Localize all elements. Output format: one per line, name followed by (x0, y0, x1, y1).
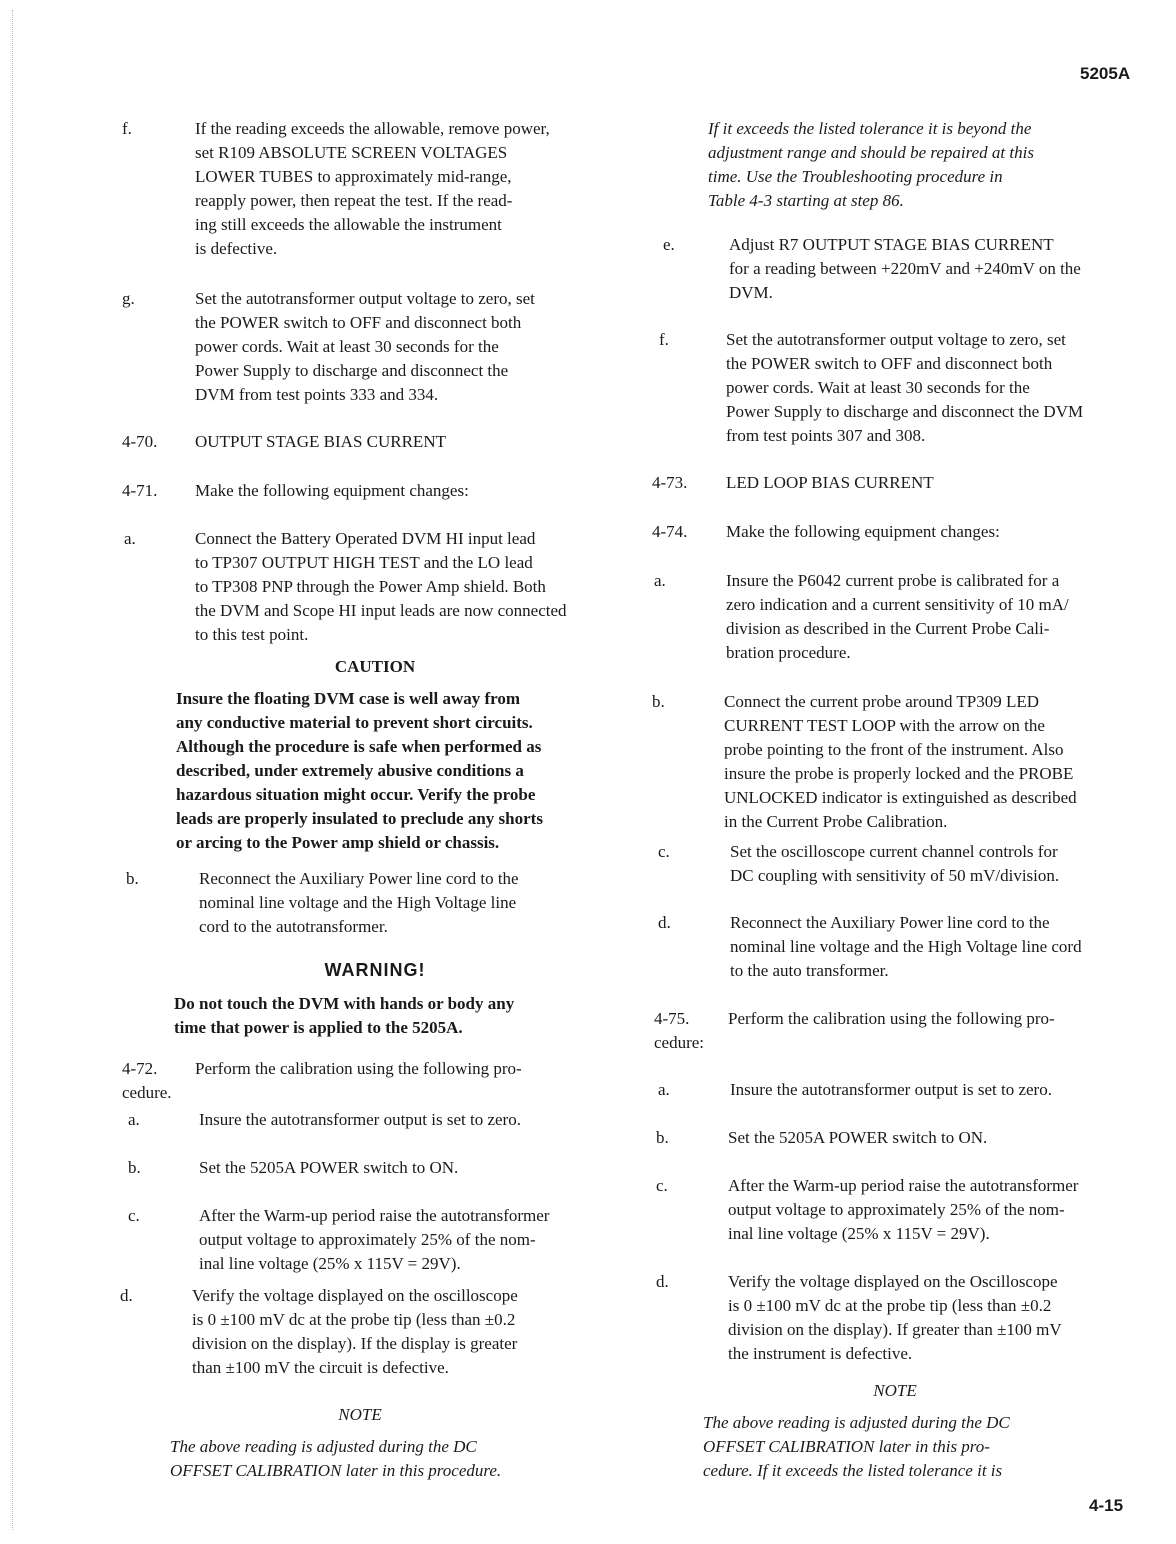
note-text: The above reading is adjusted during the DC OFFSET CALIBRATION later in this procedure. (170, 1437, 502, 1480)
step-c2-right-text: After the Warm-up period raise the autotransformer output voltage to approximately 25% of the nom- inal line voltage (25% x 115V = 29V). (728, 1176, 1079, 1243)
step-c2-label: c. (128, 1206, 140, 1225)
continuation-italic-text: If it exceeds the listed tolerance it is beyond the adjustment range and should be repaired at this time. Use the Troubleshooting procedure in Table 4-3 starting at step 86. (708, 119, 1034, 210)
warning-text: Do not touch the DVM with hands or body any time that power is applied to the 5205A. (174, 994, 515, 1037)
step-a2-right-label: a. (658, 1080, 670, 1099)
step-e-label: e. (663, 235, 675, 254)
section-4-74-number: 4-74. (652, 522, 688, 541)
step-d2-label: d. (120, 1286, 133, 1305)
step-a2-label: a. (128, 1110, 140, 1129)
note-right-title: NOTE (873, 1381, 917, 1400)
step-d1-right-label: d. (658, 913, 671, 932)
section-4-75-continuation: cedure: (654, 1033, 705, 1052)
step-a2-text: Insure the autotransformer output is set to zero. (199, 1110, 521, 1129)
step-f-label: f. (122, 119, 132, 138)
step-b1-right-text: Connect the current probe around TP309 LED CURRENT TEST LOOP with the arrow on the probe pointing to the front of the instrument. Also insure the probe is properly locked and the PROBE UNLOCKED indicator is extinguished as described in the Current Probe Calibration. (724, 692, 1077, 831)
step-c1-right-label: c. (658, 842, 670, 861)
step-c2-text: After the Warm-up period raise the autotransformer output voltage to approximately 25% of the nom- inal line voltage (25% x 115V = 29V). (199, 1206, 550, 1273)
model-number: 5205A (1080, 64, 1131, 83)
warning-title: WARNING! (324, 960, 426, 980)
step-d1-right-text: Reconnect the Auxiliary Power line cord to the nominal line voltage and the High Voltage line cord to the auto transformer. (730, 913, 1082, 980)
step-f-right-label: f. (659, 330, 669, 349)
step-a1-label: a. (124, 529, 136, 548)
caution-text: Insure the floating DVM case is well away from any conductive material to prevent short circuits. Although the procedure is safe when performed as described, under extremely abusive conditions a hazardous situation might occur. Verify the probe leads are properly insulated to preclude any shorts or arcing to the Power amp shield or chassis. (176, 689, 543, 852)
step-d2-right-label: d. (656, 1272, 669, 1291)
section-4-70-heading: OUTPUT STAGE BIAS CURRENT (195, 432, 446, 451)
note-title: NOTE (338, 1405, 382, 1424)
page-number: 4-15 (1089, 1496, 1124, 1515)
step-f-right-text: Set the autotransformer output voltage to zero, set the POWER switch to OFF and disconnect both power cords. Wait at least 30 seconds for the Power Supply to discharge and disconnect the DVM from test points 307 and 308. (726, 330, 1084, 445)
step-d2-text: Verify the voltage displayed on the oscilloscope is 0 ±100 mV dc at the probe tip (less than ±0.2 division on the display). If the display is greater than ±100 mV the circuit is defective. (192, 1286, 518, 1377)
scan-edge-border (12, 10, 13, 1530)
step-b2-text: Set the 5205A POWER switch to ON. (199, 1158, 459, 1177)
step-g-label: g. (122, 289, 135, 308)
section-4-72-continuation: cedure. (122, 1083, 172, 1102)
section-4-73-heading: LED LOOP BIAS CURRENT (726, 473, 934, 492)
step-b1-label: b. (126, 869, 139, 888)
section-4-72-number: 4-72. (122, 1059, 158, 1078)
section-4-72-text: Perform the calibration using the following pro- (195, 1059, 522, 1078)
section-4-73-number: 4-73. (652, 473, 688, 492)
section-4-71-number: 4-71. (122, 481, 158, 500)
step-b1-right-label: b. (652, 692, 665, 711)
caution-title: CAUTION (334, 657, 416, 676)
step-g-text: Set the autotransformer output voltage to zero, set the POWER switch to OFF and disconnect both power cords. Wait at least 30 seconds for the Power Supply to discharge and disconnect the DVM from test points 333 and 334. (195, 289, 535, 404)
step-a2-right-text: Insure the autotransformer output is set to zero. (730, 1080, 1052, 1099)
step-b1-text: Reconnect the Auxiliary Power line cord to the nominal line voltage and the High Voltage line cord to the autotransformer. (199, 869, 519, 936)
section-4-71-text: Make the following equipment changes: (195, 481, 469, 500)
step-d2-right-text: Verify the voltage displayed on the Oscilloscope is 0 ±100 mV dc at the probe tip (less than ±0.2 division on the display). If greater than ±100 mV the instrument is defective. (728, 1272, 1062, 1363)
step-c1-right-text: Set the oscilloscope current channel controls for DC coupling with sensitivity of 50 mV/division. (730, 842, 1060, 885)
section-4-70-number: 4-70. (122, 432, 158, 451)
step-b2-right-text: Set the 5205A POWER switch to ON. (728, 1128, 988, 1147)
note-right-text: The above reading is adjusted during the DC OFFSET CALIBRATION later in this pro- cedure. If it exceeds the listed tolerance it is (703, 1413, 1010, 1480)
section-4-74-text: Make the following equipment changes: (726, 522, 1000, 541)
step-e-text: Adjust R7 OUTPUT STAGE BIAS CURRENT for a reading between +220mV and +240mV on the DVM. (729, 235, 1081, 302)
section-4-75-number: 4-75. (654, 1009, 690, 1028)
step-a1-text: Connect the Battery Operated DVM HI input lead to TP307 OUTPUT HIGH TEST and the LO lead to TP308 PNP through the Power Amp shield. Both the DVM and Scope HI input leads are now connected to this test point. (195, 529, 567, 644)
step-a1-right-label: a. (654, 571, 666, 590)
step-f-text: If the reading exceeds the allowable, remove power, set R109 ABSOLUTE SCREEN VOLTAGES LOWER TUBES to approximately mid-range, reapply power, then repeat the test. If the read- ing still exceeds the allowable the instrument is defective. (195, 119, 550, 258)
section-4-75-text: Perform the calibration using the following pro- (728, 1009, 1055, 1028)
step-c2-right-label: c. (656, 1176, 668, 1195)
step-b2-right-label: b. (656, 1128, 669, 1147)
step-b2-label: b. (128, 1158, 141, 1177)
step-a1-right-text: Insure the P6042 current probe is calibrated for a zero indication and a current sensitivity of 10 mA/ division as described in the Current Probe Cali- bration procedure. (726, 571, 1069, 662)
